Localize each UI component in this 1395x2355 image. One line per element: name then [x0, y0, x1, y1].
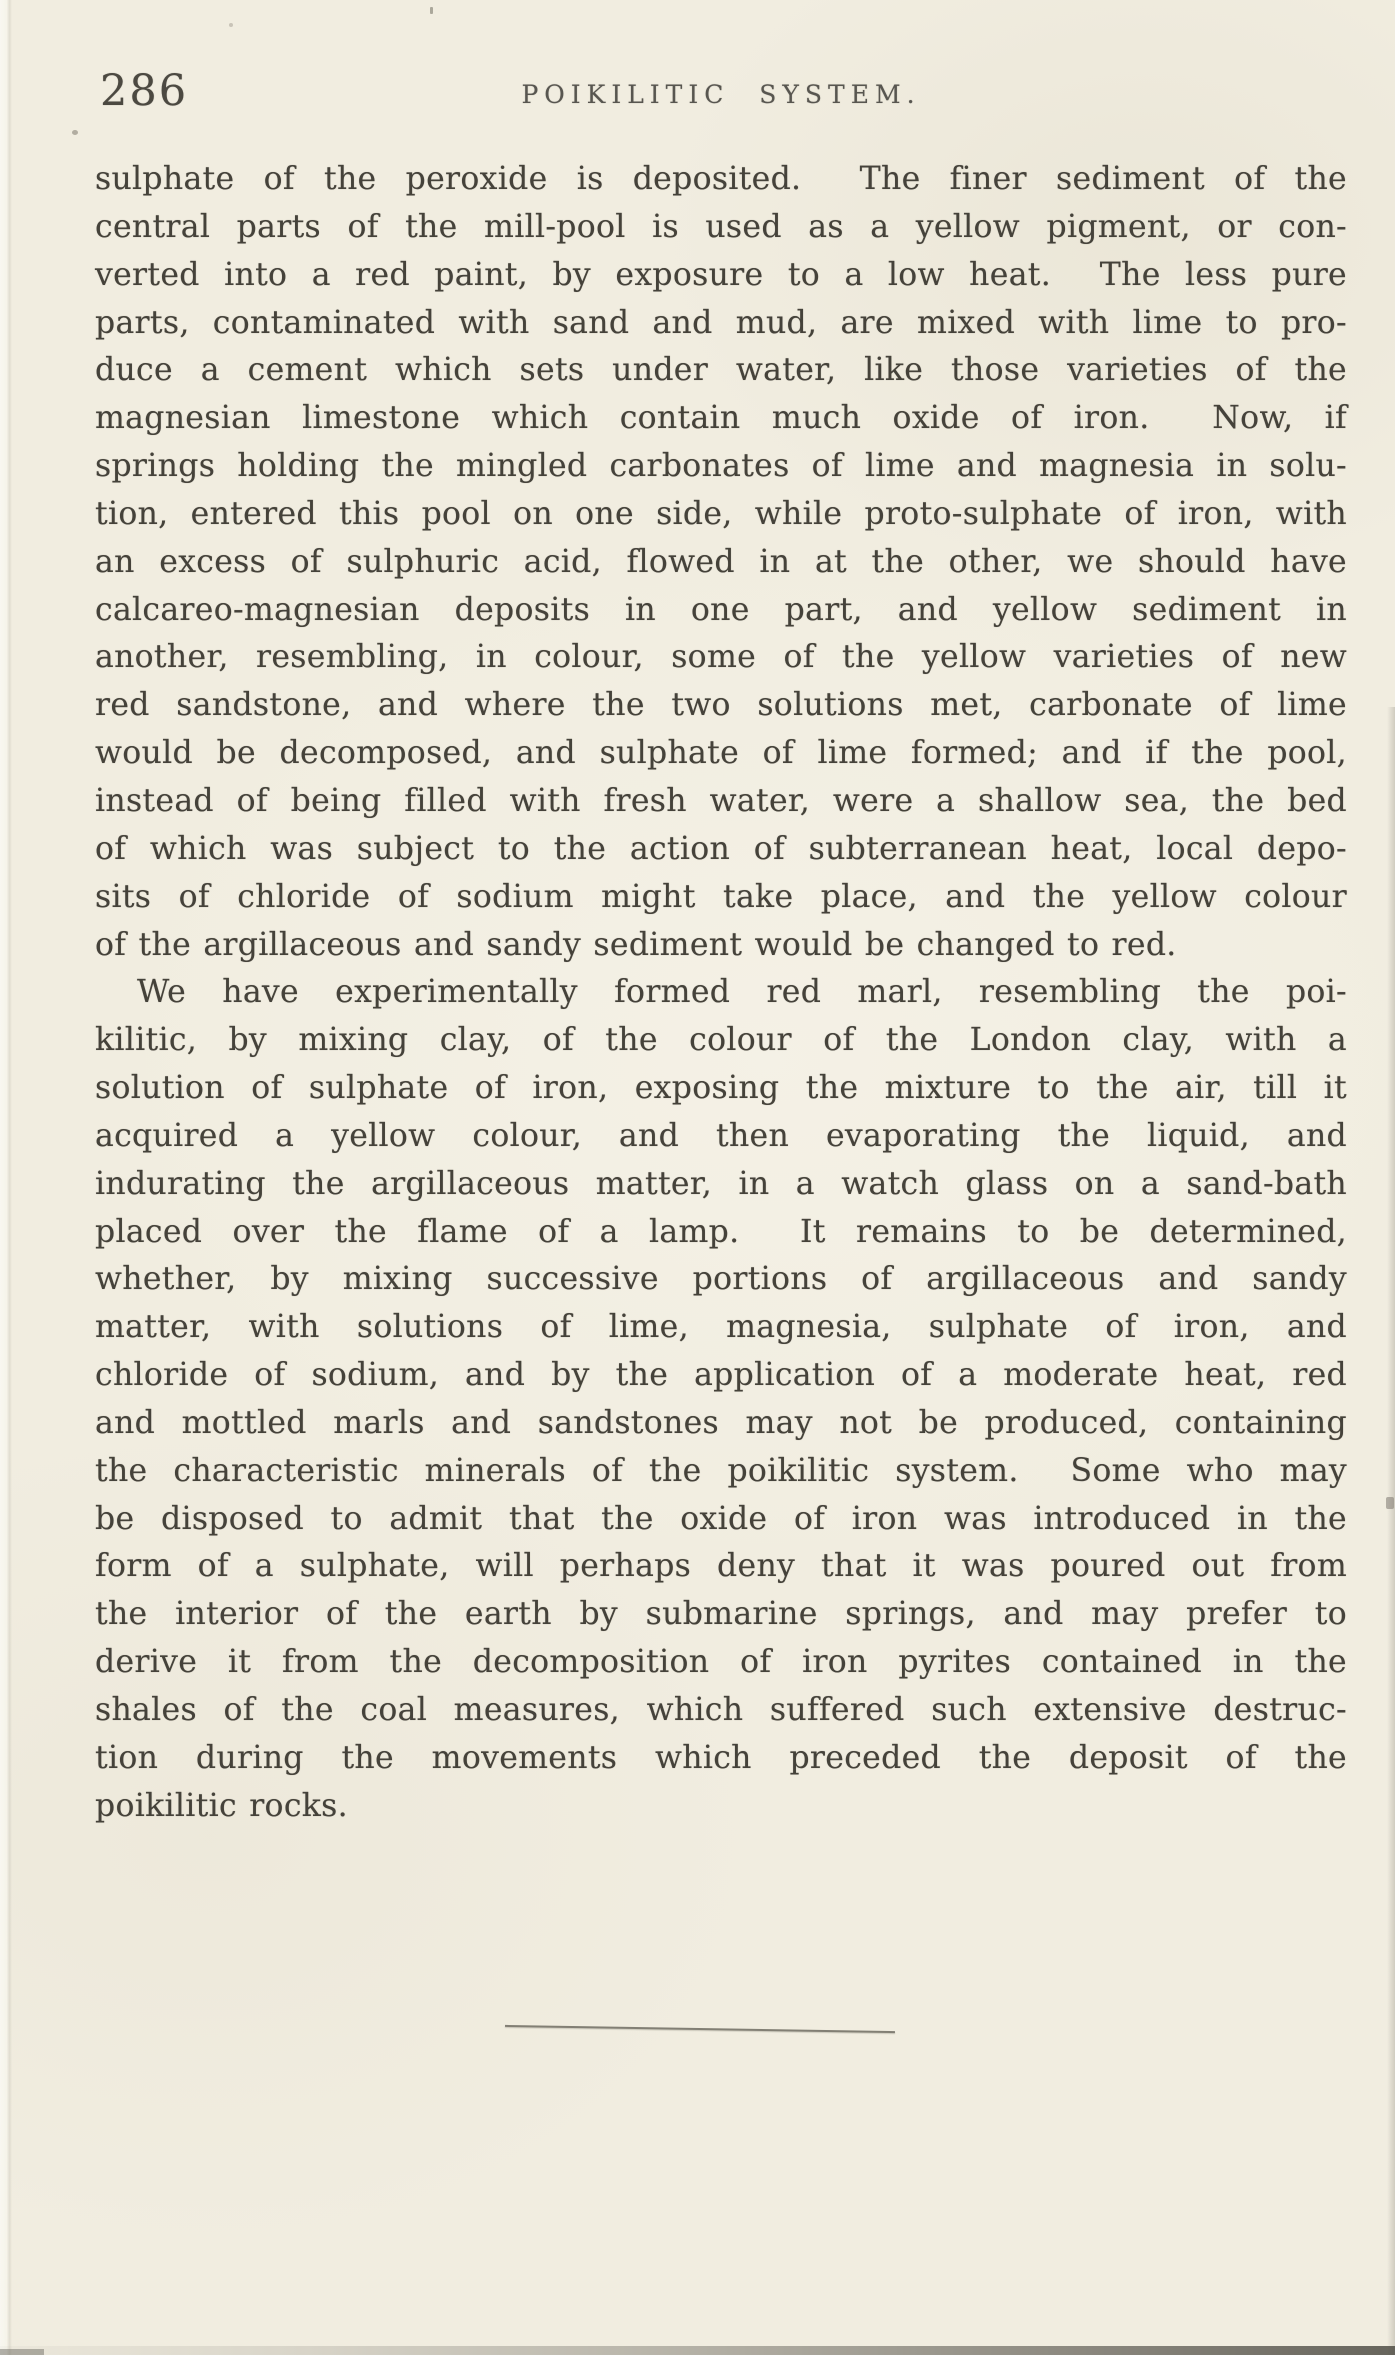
text-line: duce a cement which sets under water, like those varieties of the: [95, 352, 1347, 389]
text-line: be disposed to admit that the oxide of iron was introduced in the: [95, 1500, 1347, 1537]
text-line: derive it from the decomposition of iron pyrites contained in the: [95, 1644, 1347, 1681]
text-line: magnesian limestone which contain much oxide of iron. Now, if: [95, 400, 1347, 437]
text-line: acquired a yellow colour, and then evaporating the liquid, and: [95, 1117, 1347, 1154]
text-line: central parts of the mill-pool is used as a yellow pigment, or con-: [95, 208, 1347, 245]
ink-speck: [430, 7, 433, 14]
ink-speck: [229, 23, 233, 27]
page-number: 286: [100, 66, 189, 116]
scan-mark-right-margin: [1386, 1497, 1394, 1509]
text-line: of the argillaceous and sandy sediment would be changed to red.: [95, 926, 1177, 963]
text-line: poikilitic rocks.: [95, 1787, 348, 1824]
text-line: an excess of sulphuric acid, flowed in at the other, we should have: [95, 543, 1347, 580]
text-line: of which was subject to the action of subterranean heat, local depo-: [95, 830, 1347, 867]
text-line: matter, with solutions of lime, magnesia, sulphate of iron, and: [95, 1309, 1347, 1346]
text-line: We have experimentally formed red marl, resembling the poi-: [137, 974, 1347, 1011]
text-line: sits of chloride of sodium might take place, and the yellow colour: [95, 878, 1347, 915]
running-head: POIKILITIC SYSTEM.: [521, 80, 921, 109]
scan-edge-bottom: [0, 2346, 1395, 2355]
text-line: sulphate of the peroxide is deposited. The finer sediment of the: [95, 161, 1347, 197]
scan-edge-left: [0, 0, 12, 2355]
text-line: the interior of the earth by submarine springs, and may prefer to: [95, 1596, 1347, 1633]
text-line: whether, by mixing successive portions of argillaceous and sandy: [95, 1261, 1347, 1298]
text-line: tion during the movements which preceded the deposit of the: [95, 1739, 1347, 1776]
text-line: tion, entered this pool on one side, while proto-sulphate of iron, with: [95, 495, 1347, 532]
body-text: [95, 156, 1347, 1831]
text-line: kilitic, by mixing clay, of the colour of the London clay, with a: [95, 1022, 1347, 1059]
text-line: shales of the coal measures, which suffered such extensive destruc-: [95, 1692, 1347, 1728]
scan-edge-right: [1387, 707, 1395, 2355]
scan-edge-bottom-left: [0, 2349, 44, 2355]
section-divider-rule: [505, 2025, 895, 2033]
text-line: parts, contaminated with sand and mud, are mixed with lime to pro-: [95, 304, 1347, 341]
text-line: form of a sulphate, will perhaps deny that it was poured out from: [95, 1548, 1347, 1585]
text-line: springs holding the mingled carbonates of lime and magnesia in solu-: [95, 448, 1347, 485]
text-line: chloride of sodium, and by the application of a moderate heat, red: [95, 1357, 1347, 1394]
text-line: indurating the argillaceous matter, in a watch glass on a sand-bath: [95, 1165, 1347, 1202]
ink-speck: [72, 130, 78, 135]
text-line: the characteristic minerals of the poikilitic system. Some who may: [95, 1452, 1347, 1489]
text-line: verted into a red paint, by exposure to a low heat. The less pure: [95, 256, 1347, 293]
text-line: instead of being filled with fresh water, were a shallow sea, the bed: [95, 782, 1347, 819]
text-line: another, resembling, in colour, some of the yellow varieties of new: [95, 639, 1347, 676]
text-line: placed over the flame of a lamp. It remains to be determined,: [95, 1213, 1347, 1250]
text-line: and mottled marls and sandstones may not be produced, containing: [95, 1404, 1347, 1441]
text-line: red sandstone, and where the two solutions met, carbonate of lime: [95, 687, 1347, 724]
text-line: would be decomposed, and sulphate of lime formed; and if the pool,: [95, 735, 1347, 772]
text-line: solution of sulphate of iron, exposing the mixture to the air, till it: [95, 1070, 1347, 1107]
text-line: calcareo-magnesian deposits in one part, and yellow sediment in: [95, 591, 1347, 628]
